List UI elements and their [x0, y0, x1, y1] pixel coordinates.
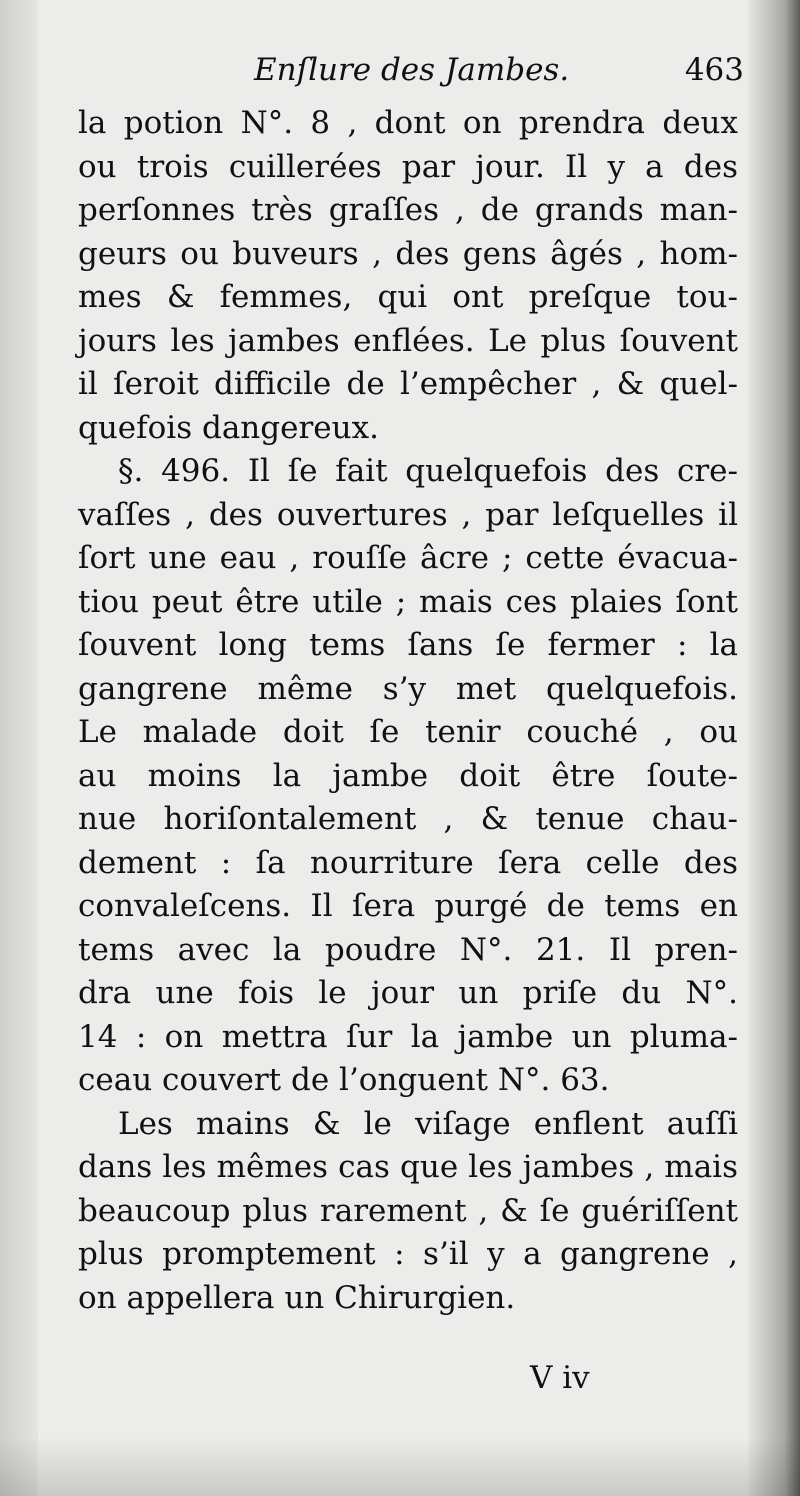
page-number: 463 — [684, 52, 744, 88]
text-line: ſort une eau , rouſſe âcre ; cette évacua- — [78, 540, 738, 576]
paragraph-start-line: Les mains & le viſage enflent auſſi — [118, 1105, 738, 1142]
text-line: perſonnes très graſſes , de grands man- — [78, 192, 738, 228]
text-line: ſouvent long tems ſans ſe fermer : la — [78, 627, 738, 663]
text-line: ceau couvert de l’onguent N°. 63. — [78, 1062, 610, 1098]
text-line: plus promptement : s’il y a gangrene , — [78, 1236, 738, 1272]
text-line: convaleſcens. Il ſera purgé de tems en — [78, 888, 738, 924]
page-content — [78, 52, 744, 1320]
text-line: tems avec la poudre N°. 21. Il pren- — [78, 931, 738, 968]
signature-mark: V iv — [530, 1360, 590, 1396]
text-line: jours les jambes enflées. Le plus ſouvent — [78, 322, 738, 359]
text-line: ou trois cuillerées par jour. Il y a des — [78, 148, 738, 185]
text-line: dra une fois le jour un priſe du N°. — [78, 975, 738, 1011]
text-line: il ſeroit difficile de l’empêcher , & quel- — [78, 366, 738, 402]
text-line: dans les mêmes cas que les jambes , mais — [78, 1149, 738, 1185]
text-line: mes & femmes, qui ont preſque tou- — [78, 279, 738, 315]
text-line: nue horiſontalement , & tenue chau- — [78, 801, 738, 837]
page-gutter-shadow — [0, 0, 38, 1496]
text-line: beaucoup plus rarement , & ſe guériſſent — [78, 1192, 738, 1229]
text-line: au moins la jambe doit être ſoute- — [78, 757, 738, 794]
page-edge-shadow — [748, 0, 800, 1496]
text-line: vaſſes , des ouvertures , par leſquelles il — [78, 496, 738, 533]
text-line: 14 : on mettra ſur la jambe un pluma- — [78, 1018, 738, 1055]
page-header — [78, 52, 744, 102]
text-line: tiou peut être utile ; mais ces plaies ſont — [78, 583, 738, 620]
text-line: la potion N°. 8 , dont on prendra deux — [78, 105, 738, 141]
paragraph-start-line: §. 496. Il ſe fait quelquefois des cre- — [118, 453, 738, 489]
text-line: quefois dangereux. — [78, 409, 379, 446]
body-text — [78, 102, 738, 1320]
text-line: on appellera un Chirurgien. — [78, 1279, 516, 1316]
running-title: Enſlure des Jambes. — [254, 52, 570, 88]
text-line: geurs ou buveurs , des gens âgés , hom- — [78, 235, 738, 272]
text-line: Le malade doit ſe tenir couché , ou — [78, 714, 738, 750]
text-line: dement : ſa nourriture ſera celle des — [78, 844, 738, 881]
text-line: gangrene même s’y met quelquefois. — [78, 670, 738, 707]
bottom-shadow — [0, 1436, 800, 1496]
